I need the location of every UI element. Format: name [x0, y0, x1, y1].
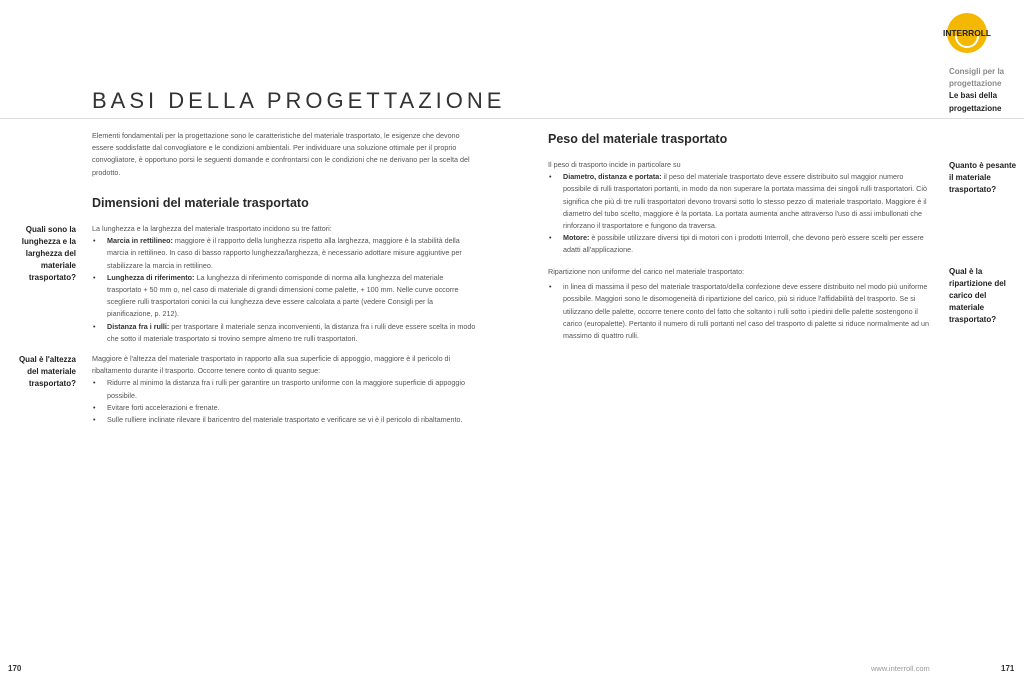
- list-item: • Motore: è possibile utilizzare diversi tipi di motori con i prodotti Interroll, che devono però essere scelti per essere adatti all'applicazione.: [548, 232, 933, 256]
- nav-current[interactable]: Le basi della progettazione: [949, 91, 1002, 113]
- weight-intro: Il peso di trasporto incide in particolare su: [548, 160, 681, 169]
- question-height: Qual è l'altezza del materiale trasportato?: [18, 355, 76, 388]
- website-link[interactable]: www.interroll.com: [871, 664, 930, 673]
- header-divider: [0, 118, 1024, 119]
- page-number-left: 170: [8, 664, 22, 673]
- interroll-logo: [943, 12, 991, 54]
- intro-paragraph: Elementi fondamentali per la progettazione sono le caratteristiche del materiale trasportato, le esigenze che devono essere soddisfatte dal convogliatore e le condizioni ambientali. Per individuare una soluzione ottimale per il proprio convogliatore, è opportuno porsi le seguenti domande e confrontarsi con le condizioni che ne derivano per la scelta del prodotto.: [92, 131, 470, 177]
- section-nav: [949, 66, 1021, 115]
- list-item: • Lunghezza di riferimento: La lunghezza di riferimento corrisponde di norma alla lunghezza del materiale trasportato + 50 mm o, nel caso di materiale di grandi dimensioni come palette, + 100 mm. Nelle curve occorre scegliere rulli trasportatori conici la cui lunghezza deve essere calcolata a parte (vedere Consigli per la pianificazione, p. 212).: [92, 272, 477, 321]
- question-weight: Quanto è pesante il materiale trasportato?: [949, 161, 1017, 194]
- nav-section[interactable]: Consigli per la progettazione: [949, 67, 1005, 89]
- height-list: [92, 377, 477, 426]
- distribution-list: [548, 281, 933, 342]
- page-number-right: 171: [1001, 664, 1015, 673]
- distribution-block: [548, 266, 933, 342]
- list-item: • in linea di massima il peso del materiale trasportato/della confezione deve essere distribuito nel modo più uniforme possibile. Maggiori sono le disomogeneità di ripartizione del carico, più si riduce l'affidabilità del trasporto. Se si utilizzano delle palette, occorre tenere conto del fatto che soltanto i rulli sotto i piedini delle palette sostengono il carico (europalette). Pertanto il numero di rulli portanti nel caso del trasporto di palette si riduce normalmente ad un massimo di quattro rulli.: [548, 281, 933, 342]
- weight-list: [548, 171, 933, 256]
- svg-text:INTERROLL: INTERROLL: [943, 28, 991, 38]
- dimensions-heading: Dimensioni del materiale trasportato: [92, 196, 309, 210]
- list-item: • Distanza fra i rulli: per trasportare il materiale senza inconvenienti, la distanza fra i rulli deve essere scelta in modo che sotto il materiale trasportato si trovino sempre almeno tre rulli trasportatori.: [92, 321, 477, 345]
- distribution-intro: Ripartizione non uniforme del carico nel materiale trasportato:: [548, 267, 745, 276]
- weight-heading: Peso del materiale trasportato: [548, 132, 728, 146]
- question-length-width: Quali sono la lunghezza e la larghezza del materiale trasportato?: [21, 225, 76, 282]
- weight-block: [548, 159, 933, 257]
- dimensions-block: [92, 223, 477, 345]
- page-title: BASI DELLA PROGETTAZIONE: [92, 88, 506, 113]
- list-item: • Ridurre al minimo la distanza fra i rulli per garantire un trasporto uniforme con la maggiore superficie di appoggio possibile.: [92, 377, 477, 401]
- list-item: • Evitare forti accelerazioni e frenate.: [92, 402, 477, 414]
- list-item: • Sulle rulliere inclinate rilevare il baricentro del materiale trasportato e verificare se vi è il pericolo di ribaltamento.: [92, 414, 477, 426]
- height-block: [92, 353, 477, 426]
- list-item: • Diametro, distanza e portata: il peso del materiale trasportato deve essere distribuito sul maggior numero possibile di rulli trasportatori portanti, in modo da non superare la portata massima dei singoli rulli trasportatori. Ciò significa che più di tre rulli trasportatori devono trovarsi sotto lo stesso pezzo di materiale trasportato. Maggiore è il diametro del tubo scelto, maggiore è la portata. La portata aumenta anche attraverso l'uso di assi imbullonati che rinforzano il trasportatore e fungono da traversa.: [548, 171, 933, 232]
- list-item: • Marcia in rettilineo: maggiore è il rapporto della lunghezza rispetto alla larghezza, maggiore è la stabilità della marcia in rettilineo. In caso di basso rapporto lunghezza/larghezza, è necessario adottare misure aggiuntive per stabilizzare la marcia in rettilineo.: [92, 235, 477, 272]
- height-intro: Maggiore è l'altezza del materiale trasportato in rapporto alla sua superficie di appoggio, maggiore è il pericolo di ribaltamento durante il trasporto. Occorre tenere conto di quanto segue:: [92, 354, 451, 376]
- dimensions-list: [92, 235, 477, 345]
- question-distribution: Qual è la ripartizione del carico del materiale trasportato?: [949, 267, 1006, 324]
- dimensions-intro: La lunghezza e la larghezza del materiale trasportato incidono su tre fattori:: [92, 224, 332, 233]
